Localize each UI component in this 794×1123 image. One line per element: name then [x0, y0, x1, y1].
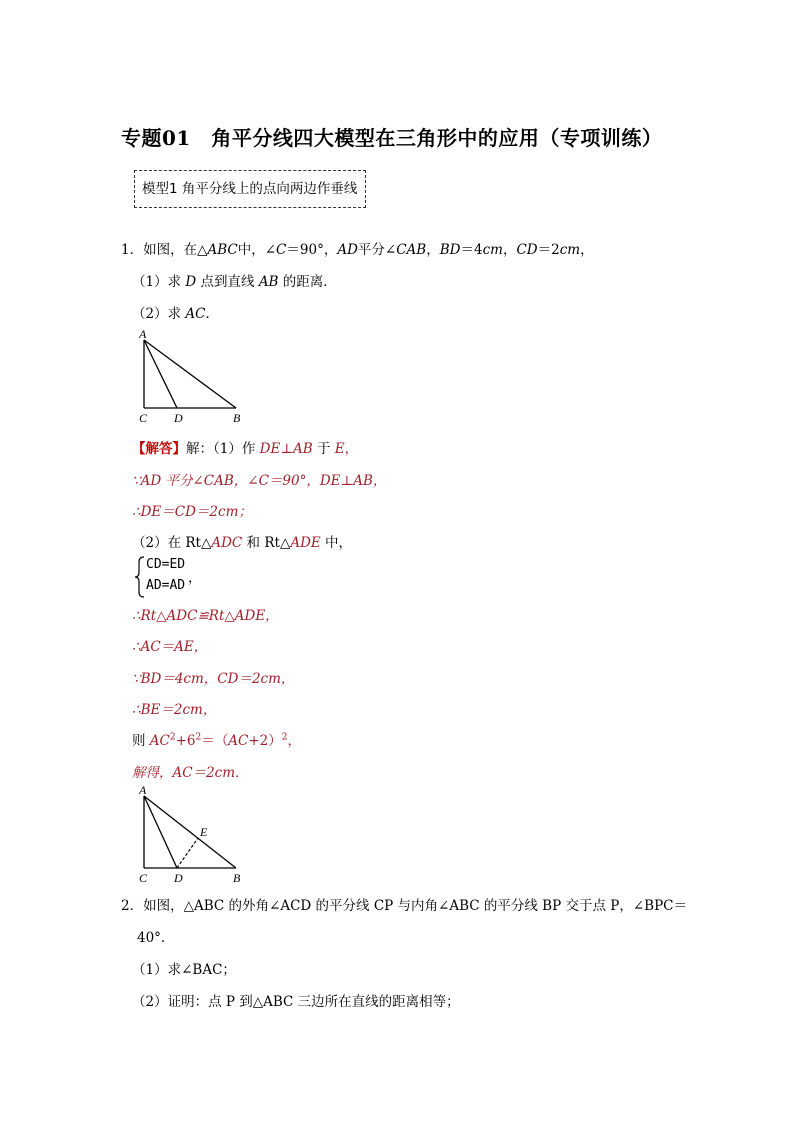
- fig1-side-ab: [144, 340, 236, 408]
- solution-line-7: ∵BD＝4cm，CD＝2cm，: [132, 671, 295, 687]
- q2-part1: （1）求∠BAC；: [132, 962, 236, 978]
- fig1-label-c: C: [139, 411, 148, 425]
- fig1-bisector-ad: [144, 340, 177, 408]
- fig2-bisector-ad: [144, 796, 177, 868]
- equation-system: CD=ED AD=AD ，: [134, 556, 194, 598]
- q1-number: 1．: [121, 242, 144, 258]
- fig2-perpendicular-de: [177, 838, 198, 868]
- solution-tag: 【解答】: [132, 441, 186, 457]
- fig2-label-b: B: [233, 871, 241, 885]
- solution-line-8: ∴BE＝2cm，: [132, 702, 217, 718]
- fig1-label-b: B: [233, 411, 241, 425]
- model-label-box: 模型1 角平分线上的点向两边作垂线: [134, 170, 366, 208]
- solution-line-4: （2）在 Rt△ADC 和 Rt△ADE 中，: [132, 535, 353, 551]
- fig2-label-e: E: [200, 825, 208, 839]
- fig2-label-c: C: [139, 871, 148, 885]
- fig1-label-d: D: [174, 411, 183, 425]
- fig1-label-a: A: [139, 327, 147, 341]
- q2-number: 2．: [121, 898, 144, 914]
- q1-part1: （1）求 D 点到直线 AB 的距离．: [132, 274, 337, 290]
- equation-2: AD=AD: [146, 578, 186, 593]
- fig2-label-d: D: [174, 871, 183, 885]
- solution-line-1: 【解答】解：（1）作 DE⊥AB 于 E，: [132, 441, 359, 457]
- equation-1: CD=ED: [146, 557, 186, 572]
- figure-1-triangle: [130, 326, 250, 426]
- solution-line-5: ∴Rt△ADC≌Rt△ADE，: [132, 608, 279, 624]
- fig2-side-ab: [144, 796, 236, 868]
- solution-line-6: ∴AC＝AE，: [132, 639, 208, 655]
- solution-line-10: 解得，AC＝2cm．: [132, 765, 249, 781]
- q2-stem-line-1: 2．如图，△ABC 的外角∠ACD 的平分线 CP 与内角∠ABC 的平分线 BP 交于点 P，∠BPC＝: [121, 898, 687, 914]
- q1-part2: （2）求 AC．: [132, 306, 219, 322]
- q2-stem-line-2: 40°．: [137, 930, 175, 946]
- page-title: 专题01 角平分线四大模型在三角形中的应用（专项训练）: [121, 126, 663, 150]
- figure-2-triangle: [130, 782, 250, 886]
- q1-stem: 1．如图，在△ABC中，∠C＝90°，AD平分∠CAB，BD＝4cm，CD＝2cm，: [121, 242, 594, 258]
- solution-line-2: ∵AD 平分∠CAB，∠C＝90°，DE⊥AB，: [132, 473, 387, 489]
- fig2-label-a: A: [139, 783, 147, 797]
- solution-line-9: 则 $AC^2+6^2=(AC+2)^2$，: [132, 732, 301, 749]
- solution-line-3: ∴DE＝CD＝2cm；: [132, 504, 252, 520]
- left-brace-icon: [134, 556, 146, 598]
- q2-part2: （2）证明：点 P 到△ABC 三边所在直线的距离相等；: [132, 994, 460, 1010]
